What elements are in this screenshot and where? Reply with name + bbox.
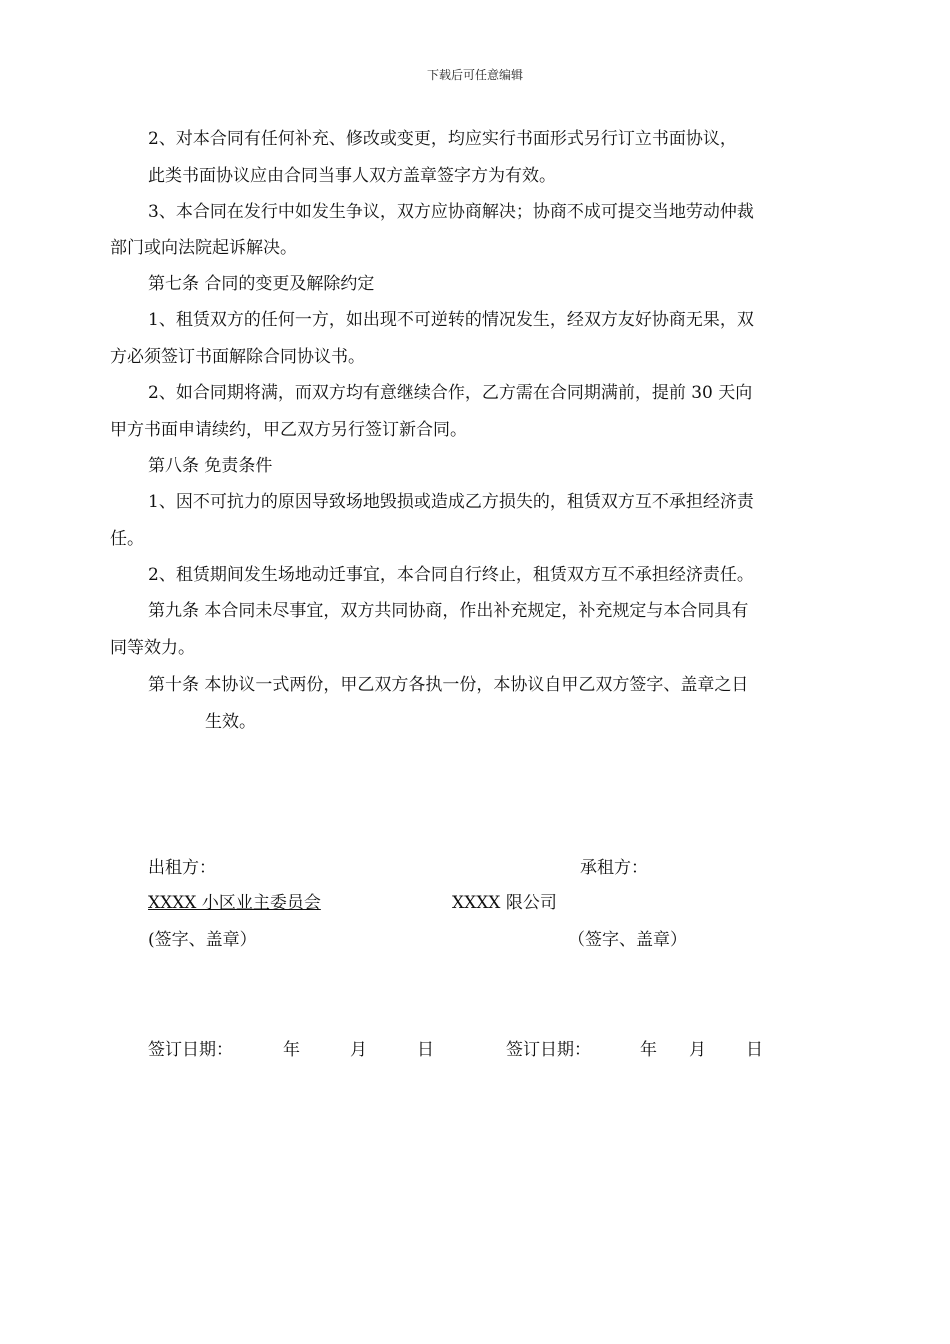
article-10-line: 生效。 [205, 712, 256, 732]
lessee-label: 承租方： [580, 858, 648, 878]
paragraph-line: 2、对本合同有任何补充、修改或变更，均应实行书面形式另行订立书面协议， [148, 129, 737, 149]
date-year-left: 年 [283, 1040, 300, 1060]
lessor-name: XXXX 小区业主委员会 [148, 893, 321, 913]
article-9-line: 第九条 本合同未尽事宜，双方共同协商，作出补充规定，补充规定与本合同具有 [148, 601, 749, 621]
date-month-right: 月 [689, 1040, 706, 1060]
article-7-title: 第七条 合同的变更及解除约定 [148, 274, 375, 294]
paragraph-line: 2、如合同期将满，而双方均有意继续合作，乙方需在合同期满前，提前 30 天向 [148, 383, 753, 403]
paragraph-line: 1、租赁双方的任何一方，如出现不可逆转的情况发生，经双方友好协商无果，双 [148, 310, 754, 330]
paragraph-line: 此类书面协议应由合同当事人双方盖章签字方为有效。 [148, 166, 556, 186]
lessee-name: XXXX 限公司 [452, 893, 557, 913]
paragraph-line: 3、本合同在发行中如发生争议，双方应协商解决；协商不成可提交当地劳动仲裁 [148, 202, 754, 222]
sign-date-label-right: 签订日期： [506, 1040, 591, 1060]
page-header: 下载后可任意编辑 [426, 68, 523, 82]
article-8-title: 第八条 免责条件 [148, 456, 273, 476]
article-9-line: 同等效力。 [110, 638, 195, 658]
paragraph-line: 1、因不可抗力的原因导致场地毁损或造成乙方损失的，租赁双方互不承担经济责 [148, 492, 754, 512]
paragraph-line: 方必须签订书面解除合同协议书。 [110, 347, 365, 367]
paragraph-line: 甲方书面申请续约，甲乙双方另行签订新合同。 [110, 420, 467, 440]
lessor-label: 出租方： [148, 858, 216, 878]
paragraph-line: 2、租赁期间发生场地动迁事宜，本合同自行终止，租赁双方互不承担经济责任。 [148, 565, 754, 585]
sign-date-label-left: 签订日期： [148, 1040, 233, 1060]
paragraph-line: 部门或向法院起诉解决。 [110, 238, 297, 258]
date-day-left: 日 [417, 1040, 434, 1060]
date-month-left: 月 [350, 1040, 367, 1060]
date-day-right: 日 [746, 1040, 763, 1060]
lessee-sign-note: （签字、盖章） [568, 930, 687, 950]
paragraph-line: 任。 [110, 529, 144, 549]
date-year-right: 年 [640, 1040, 657, 1060]
lessor-sign-note: (签字、盖章） [148, 930, 257, 950]
article-10-line: 第十条 本协议一式两份，甲乙双方各执一份，本协议自甲乙双方签字、盖章之日 [148, 675, 749, 695]
